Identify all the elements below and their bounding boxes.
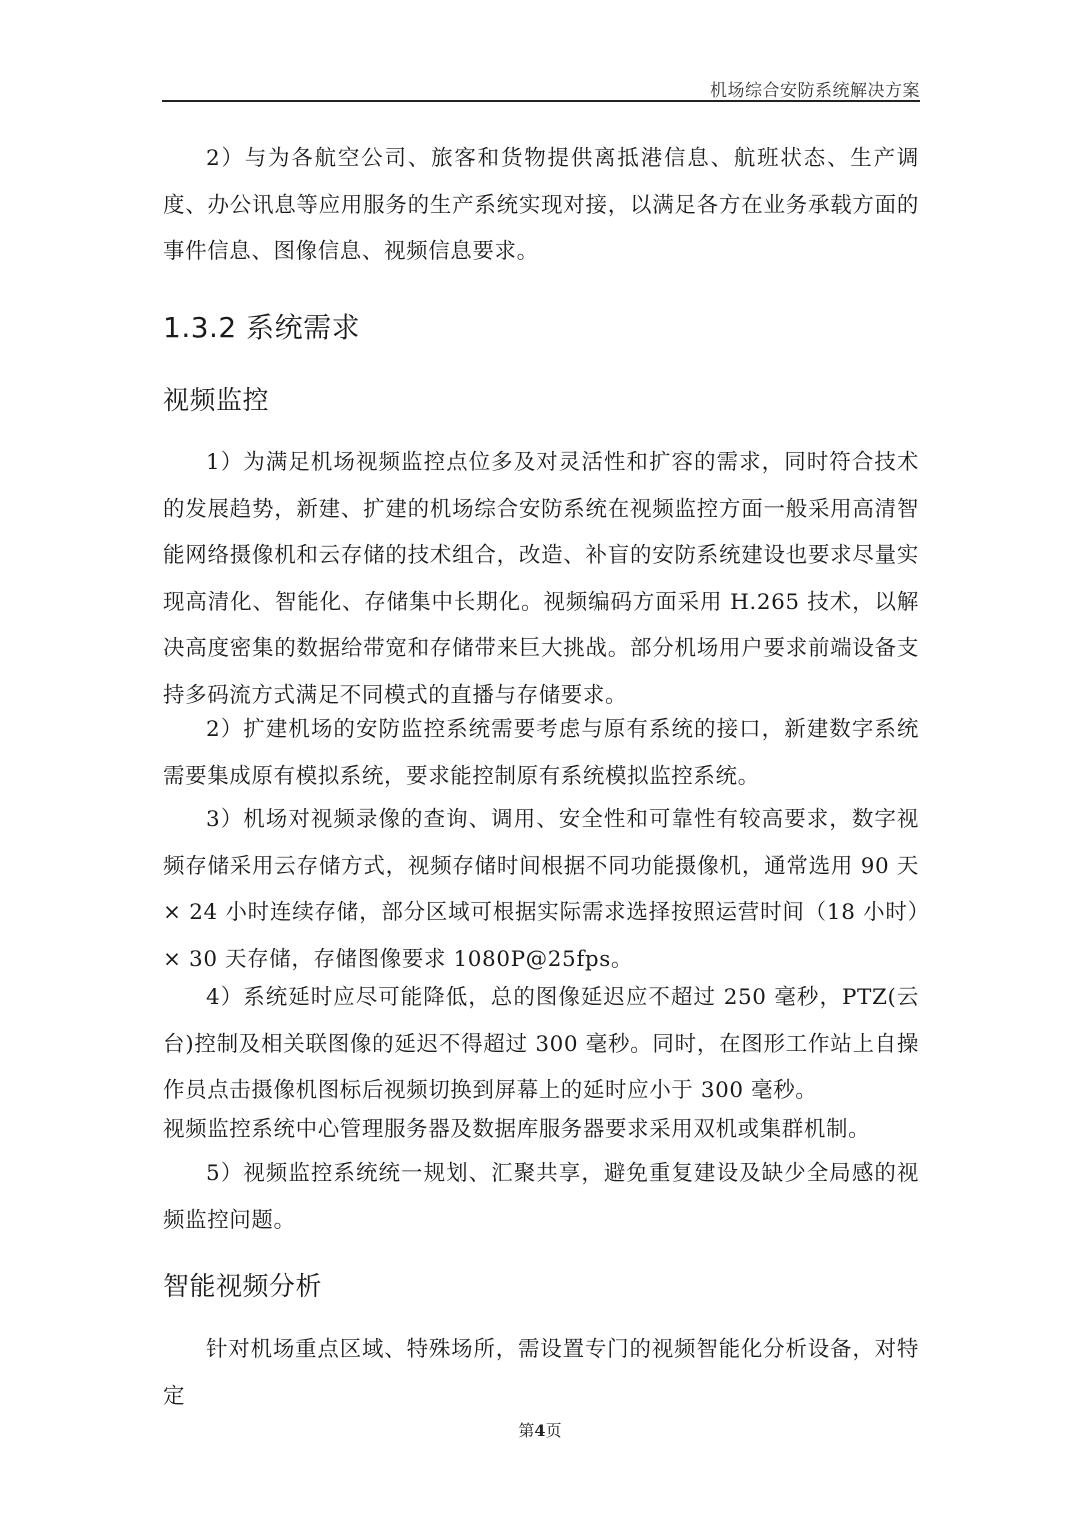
video-paragraph-4b: 视频监控系统中心管理服务器及数据库服务器要求采用双机或集群机制。: [163, 1117, 871, 1142]
page-number-prefix: 第: [518, 1421, 535, 1440]
intro-paragraph-2: 2）与为各航空公司、旅客和货物提供离抵港信息、航班状态、生产调度、办公讯息等应用服务的生产系统实现对接，以满足各方在业务承载方面的事件信息、图像信息、视频信息要求。: [163, 146, 919, 264]
page-number: [0, 1418, 1080, 1441]
subsection-heading-video-monitoring: 视频监控: [163, 386, 270, 416]
page-number-suffix: 页: [545, 1421, 562, 1440]
header-title: 机场综合安防系统解决方案: [710, 81, 920, 101]
video-paragraph-2: 2）扩建机场的安防监控系统需要考虑与原有系统的接口，新建数字系统需要集成原有模拟系统，要求能控制原有系统模拟监控系统。: [163, 717, 919, 789]
video-paragraph-4: 4）系统延时应尽可能降低，总的图像延迟应不超过 250 毫秒，PTZ(云台)控制及相关联图像的延迟不得超过 300 毫秒。同时，在图形工作站上自操作员点击摄像机图标后视频切换到屏幕上的延时应小于 300 毫秒。: [163, 985, 919, 1103]
smart-video-paragraph-1: 针对机场重点区域、特殊场所，需设置专门的视频智能化分析设备，对特定: [163, 1337, 919, 1409]
video-paragraph-1: 1）为满足机场视频监控点位多及对灵活性和扩容的需求，同时符合技术的发展趋势，新建、扩建的机场综合安防系统在视频监控方面一般采用高清智能网络摄像机和云存储的技术组合，改造、补盲的安防系统建设也要求尽量实现高清化、智能化、存储集中长期化。视频编码方面采用 H.265 技术，以解决高度密集的数据给带宽和存储带来巨大挑战。部分机场用户要求前端设备支持多码流方式满足不同模式的直播与存储要求。: [163, 450, 919, 708]
page-header: [162, 72, 920, 102]
section-heading: 1.3.2 系统需求: [163, 311, 361, 344]
subsection-heading-smart-video: 智能视频分析: [163, 1272, 323, 1302]
page-number-value: 4: [534, 1421, 546, 1440]
video-paragraph-3: 3）机场对视频录像的查询、调用、安全性和可靠性有较高要求，数字视频存储采用云存储方式，视频存储时间根据不同功能摄像机，通常选用 90 天 × 24 小时连续存储，部分区域可根据实际需求选择按照运营时间（18 小时）× 30 天存储，存储图像要求 1080P@25fps。: [163, 807, 919, 972]
video-paragraph-5: 5）视频监控系统统一规划、汇聚共享，避免重复建设及缺少全局感的视频监控问题。: [163, 1161, 919, 1233]
